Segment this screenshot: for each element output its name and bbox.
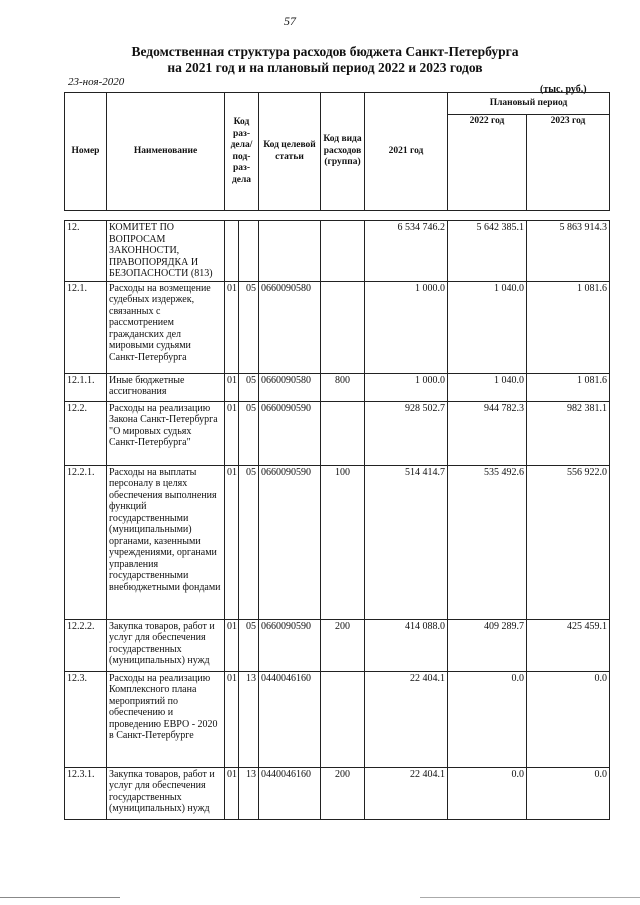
- header-number: Номер: [65, 93, 107, 211]
- row-section: 01: [225, 619, 239, 671]
- row-2022: 0.0: [448, 671, 527, 767]
- row-expense-type: [321, 221, 365, 282]
- row-2021: 414 088.0: [365, 619, 448, 671]
- row-section: 01: [225, 465, 239, 619]
- row-target: 0440046160: [259, 671, 321, 767]
- row-subsection: 05: [239, 401, 259, 465]
- row-subsection: 13: [239, 671, 259, 767]
- row-expense-type: [321, 671, 365, 767]
- header-planned-period: Плановый период: [448, 93, 610, 115]
- row-name: Расходы на возмещение судебных издержек, связанных с рассмотрением гражданских дел мировыми судьями Санкт-Петербурга: [107, 281, 225, 373]
- budget-table: [64, 92, 610, 820]
- row-section: 01: [225, 281, 239, 373]
- row-number: 12.1.1.: [65, 373, 107, 401]
- row-name: Иные бюджетные ассигнования: [107, 373, 225, 401]
- row-section: 01: [225, 767, 239, 819]
- row-section: [225, 221, 239, 282]
- row-subsection: [239, 221, 259, 282]
- table-row: [65, 401, 610, 465]
- title-line-2: на 2021 год и на плановый период 2022 и 2023 годов: [167, 60, 483, 75]
- row-2022: 1 040.0: [448, 373, 527, 401]
- row-2022: 535 492.6: [448, 465, 527, 619]
- row-subsection: 05: [239, 281, 259, 373]
- table-row: [65, 373, 610, 401]
- scan-artifact-right: [420, 897, 640, 898]
- row-name: Закупка товаров, работ и услуг для обеспечения государственных (муниципальных) нужд: [107, 619, 225, 671]
- document-title: [60, 44, 590, 76]
- row-2023: 982 381.1: [527, 401, 610, 465]
- header-spacer: [65, 211, 610, 221]
- row-name: КОМИТЕТ ПО ВОПРОСАМ ЗАКОННОСТИ, ПРАВОПОРЯДКА И БЕЗОПАСНОСТИ (813): [107, 221, 225, 282]
- row-subsection: 05: [239, 373, 259, 401]
- row-number: 12.2.1.: [65, 465, 107, 619]
- row-expense-type: 200: [321, 619, 365, 671]
- row-number: 12.: [65, 221, 107, 282]
- header-year-2022: 2022 год: [448, 115, 527, 211]
- row-2022: 5 642 385.1: [448, 221, 527, 282]
- row-number: 12.1.: [65, 281, 107, 373]
- row-target: 0440046160: [259, 767, 321, 819]
- row-number: 12.3.: [65, 671, 107, 767]
- page-number: 57: [284, 14, 296, 28]
- header-expense-type-code: Код вида расходов (группа): [321, 93, 365, 211]
- row-2022: 1 040.0: [448, 281, 527, 373]
- units-label: (тыс. руб.): [540, 84, 587, 95]
- row-section: 01: [225, 401, 239, 465]
- row-target: 0660090580: [259, 281, 321, 373]
- table-row: [65, 671, 610, 767]
- header-year-2021: 2021 год: [365, 93, 448, 211]
- row-target: 0660090580: [259, 373, 321, 401]
- title-line-1: Ведомственная структура расходов бюджета Санкт-Петербурга: [131, 44, 519, 59]
- header-name: Наименование: [107, 93, 225, 211]
- row-number: 12.2.: [65, 401, 107, 465]
- row-2021: 1 000.0: [365, 281, 448, 373]
- document-date: 23-ноя-2020: [68, 76, 125, 88]
- header-section-code: Код раз-дела/ под-раз-дела: [225, 93, 259, 211]
- row-target: [259, 221, 321, 282]
- row-name: Расходы на реализацию Комплексного плана мероприятий по обеспечению и проведению ЕВРО - 2020 в Санкт-Петербурге: [107, 671, 225, 767]
- table-row: [65, 619, 610, 671]
- row-2023: 556 922.0: [527, 465, 610, 619]
- row-expense-type: 800: [321, 373, 365, 401]
- row-target: 0660090590: [259, 401, 321, 465]
- row-target: 0660090590: [259, 619, 321, 671]
- row-expense-type: [321, 401, 365, 465]
- row-section: 01: [225, 671, 239, 767]
- row-2021: 928 502.7: [365, 401, 448, 465]
- row-name: Расходы на реализацию Закона Санкт-Петербурга "О мировых судьях Санкт-Петербурга": [107, 401, 225, 465]
- row-number: 12.3.1.: [65, 767, 107, 819]
- row-target: 0660090590: [259, 465, 321, 619]
- row-subsection: 05: [239, 619, 259, 671]
- row-2021: 514 414.7: [365, 465, 448, 619]
- row-2021: 6 534 746.2: [365, 221, 448, 282]
- row-2023: 0.0: [527, 767, 610, 819]
- row-2021: 1 000.0: [365, 373, 448, 401]
- row-2023: 1 081.6: [527, 281, 610, 373]
- row-expense-type: 200: [321, 767, 365, 819]
- row-2021: 22 404.1: [365, 767, 448, 819]
- row-2021: 22 404.1: [365, 671, 448, 767]
- row-expense-type: 100: [321, 465, 365, 619]
- row-2022: 944 782.3: [448, 401, 527, 465]
- header-year-2023: 2023 год: [527, 115, 610, 211]
- row-2022: 409 289.7: [448, 619, 527, 671]
- row-expense-type: [321, 281, 365, 373]
- table-row: [65, 465, 610, 619]
- scan-artifact-left: [0, 897, 120, 898]
- row-name: Закупка товаров, работ и услуг для обеспечения государственных (муниципальных) нужд: [107, 767, 225, 819]
- table-row: [65, 221, 610, 282]
- row-number: 12.2.2.: [65, 619, 107, 671]
- table-row: [65, 767, 610, 819]
- row-2023: 425 459.1: [527, 619, 610, 671]
- row-name: Расходы на выплаты персоналу в целях обеспечения выполнения функций государственными (муниципальными) органами, казенными учреждениями, органами управления государственными внебюджетными фондами: [107, 465, 225, 619]
- row-subsection: 13: [239, 767, 259, 819]
- row-2023: 0.0: [527, 671, 610, 767]
- header-target-code: Код целевой статьи: [259, 93, 321, 211]
- row-2023: 1 081.6: [527, 373, 610, 401]
- row-2022: 0.0: [448, 767, 527, 819]
- table-row: [65, 281, 610, 373]
- row-section: 01: [225, 373, 239, 401]
- row-2023: 5 863 914.3: [527, 221, 610, 282]
- row-subsection: 05: [239, 465, 259, 619]
